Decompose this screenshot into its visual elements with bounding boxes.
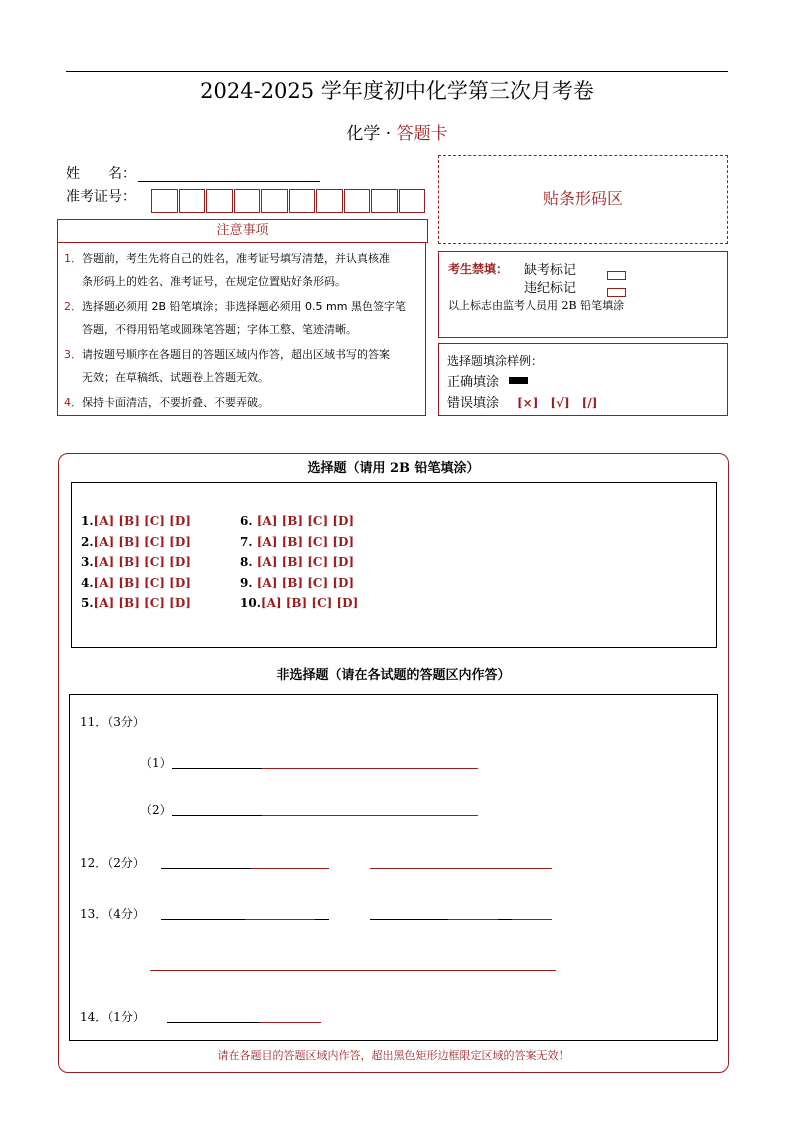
answer-line[interactable] xyxy=(498,919,512,920)
answer-line[interactable] xyxy=(259,1022,321,1023)
notice-item xyxy=(64,295,421,341)
choice-box xyxy=(71,482,717,648)
q13-label: 13．（4分） xyxy=(80,907,145,921)
exam-digit-box[interactable] xyxy=(234,189,261,213)
answer-line[interactable] xyxy=(245,919,315,920)
exam-number-label: 准考证号： xyxy=(66,189,136,205)
notice-text: 请按题号顺序在各题目的答题区域内作答，超出区域书写的答案 xyxy=(82,348,390,361)
q12-label: 12．（2分） xyxy=(80,856,145,870)
choice-section-title: 选择题（请用 2B 铅笔填涂） xyxy=(307,461,480,476)
top-rule xyxy=(66,71,728,72)
violation-label: 违纪标记 xyxy=(524,281,577,296)
wrong-fill-label: 错误填涂 xyxy=(447,396,500,411)
wrong-fill-samples: [×] [√] [/] xyxy=(517,396,598,410)
answer-line[interactable] xyxy=(262,768,478,769)
answer-line[interactable] xyxy=(262,815,478,816)
name-label: 姓 名： xyxy=(66,166,136,182)
q11-1-label: （1） xyxy=(140,756,172,770)
notice-heading: 注意事项 xyxy=(57,219,428,243)
answer-line[interactable] xyxy=(161,868,251,869)
notice-num: 1． xyxy=(64,252,82,265)
fill-sample-box xyxy=(438,343,728,416)
footer-warning: 请在各题目的答题区域内作答，超出黑色矩形边框限定区域的答案无效！ xyxy=(217,1049,570,1062)
answer-line[interactable] xyxy=(172,815,262,816)
exam-digit-box[interactable] xyxy=(316,189,343,213)
nonchoice-section-title: 非选择题（请在各试题的答题区内作答） xyxy=(276,668,511,683)
choice-col-right xyxy=(240,511,358,614)
answer-line[interactable] xyxy=(251,868,329,869)
forbidden-note: 以上标志由监考人员用 2B 铅笔填涂 xyxy=(448,299,625,312)
choice-row[interactable]: 3.[A] [B] [C] [D] xyxy=(81,555,191,569)
q11-2-label: （2） xyxy=(140,803,172,817)
choice-row[interactable]: 10.[A] [B] [C] [D] xyxy=(240,596,359,610)
exam-digit-box[interactable] xyxy=(179,189,206,213)
exam-digit-box[interactable] xyxy=(289,189,316,213)
exam-digit-box[interactable] xyxy=(344,189,371,213)
notice-text: 条形码上的姓名、准考证号，在规定位置贴好条形码。 xyxy=(82,275,346,288)
name-field[interactable] xyxy=(138,181,320,182)
subtitle-subject: 化学 · xyxy=(346,124,397,144)
q14-label: 14．（1分） xyxy=(80,1010,145,1024)
correct-fill-sample xyxy=(509,377,528,384)
exam-digit-box[interactable] xyxy=(261,189,288,213)
choice-row[interactable]: 7. [A] [B] [C] [D] xyxy=(240,534,355,549)
absent-label: 缺考标记 xyxy=(524,263,577,278)
notice-item xyxy=(64,391,421,414)
choice-col-left xyxy=(81,511,191,614)
exam-digit-box[interactable] xyxy=(399,189,426,213)
answer-line[interactable] xyxy=(334,970,556,971)
exam-number-boxes[interactable] xyxy=(151,189,426,213)
page-subtitle xyxy=(0,121,794,147)
notice-item xyxy=(64,247,421,293)
notice-text: 答题，不得用铅笔或圆珠笔答题；字体工整、笔迹清晰。 xyxy=(82,323,357,336)
choice-row[interactable]: 9. [A] [B] [C] [D] xyxy=(240,575,355,590)
answer-line[interactable] xyxy=(370,919,448,920)
answer-line[interactable] xyxy=(315,919,329,920)
exam-digit-box[interactable] xyxy=(151,189,178,213)
forbidden-label: 考生禁填： xyxy=(448,262,509,276)
nonchoice-box xyxy=(69,694,718,1041)
page-title: 2024-2025 学年度初中化学第三次月考卷 xyxy=(200,79,594,103)
choice-row[interactable]: 6. [A] [B] [C] [D] xyxy=(240,514,355,528)
notice-num: 2． xyxy=(64,300,82,313)
notice-text: 保持卡面清洁，不要折叠、不要弄破。 xyxy=(82,396,269,409)
answer-line[interactable] xyxy=(161,919,245,920)
answer-line[interactable] xyxy=(167,1022,259,1023)
correct-fill-label: 正确填涂 xyxy=(447,375,500,390)
notice-num: 4． xyxy=(64,396,82,409)
exam-digit-box[interactable] xyxy=(206,189,233,213)
notice-text: 无效；在草稿纸、试题卷上答题无效。 xyxy=(82,371,269,384)
notice-text: 选择题必须用 2B 铅笔填涂；非选择题必须用 0.5 mm 黑色签字笔 xyxy=(82,300,406,313)
answer-line[interactable] xyxy=(172,768,262,769)
answer-line[interactable] xyxy=(150,970,334,971)
fill-sample-title: 选择题填涂样例： xyxy=(447,354,544,368)
notice-body xyxy=(57,242,426,416)
barcode-area: 贴条形码区 xyxy=(438,155,728,244)
answer-line[interactable] xyxy=(512,919,552,920)
notice-num: 3． xyxy=(64,348,82,361)
q11-label: 11．（3分） xyxy=(80,715,145,729)
answer-line[interactable] xyxy=(370,868,552,869)
forbidden-box xyxy=(438,251,728,338)
subtitle-answer-card: 答题卡 xyxy=(396,124,448,144)
choice-row[interactable]: 5.[A] [B] [C] [D] xyxy=(81,596,191,610)
choice-row[interactable]: 8. [A] [B] [C] [D] xyxy=(240,555,355,569)
choice-row[interactable]: 2.[A] [B] [C] [D] xyxy=(81,534,191,549)
choice-row[interactable]: 1.[A] [B] [C] [D] xyxy=(81,514,191,528)
exam-digit-box[interactable] xyxy=(371,189,398,213)
notice-item xyxy=(64,343,421,389)
answer-line[interactable] xyxy=(448,919,498,920)
notice-text: 答题前，考生先将自己的姓名，准考证号填写清楚，并认真核准 xyxy=(82,252,390,265)
choice-row[interactable]: 4.[A] [B] [C] [D] xyxy=(81,575,191,590)
